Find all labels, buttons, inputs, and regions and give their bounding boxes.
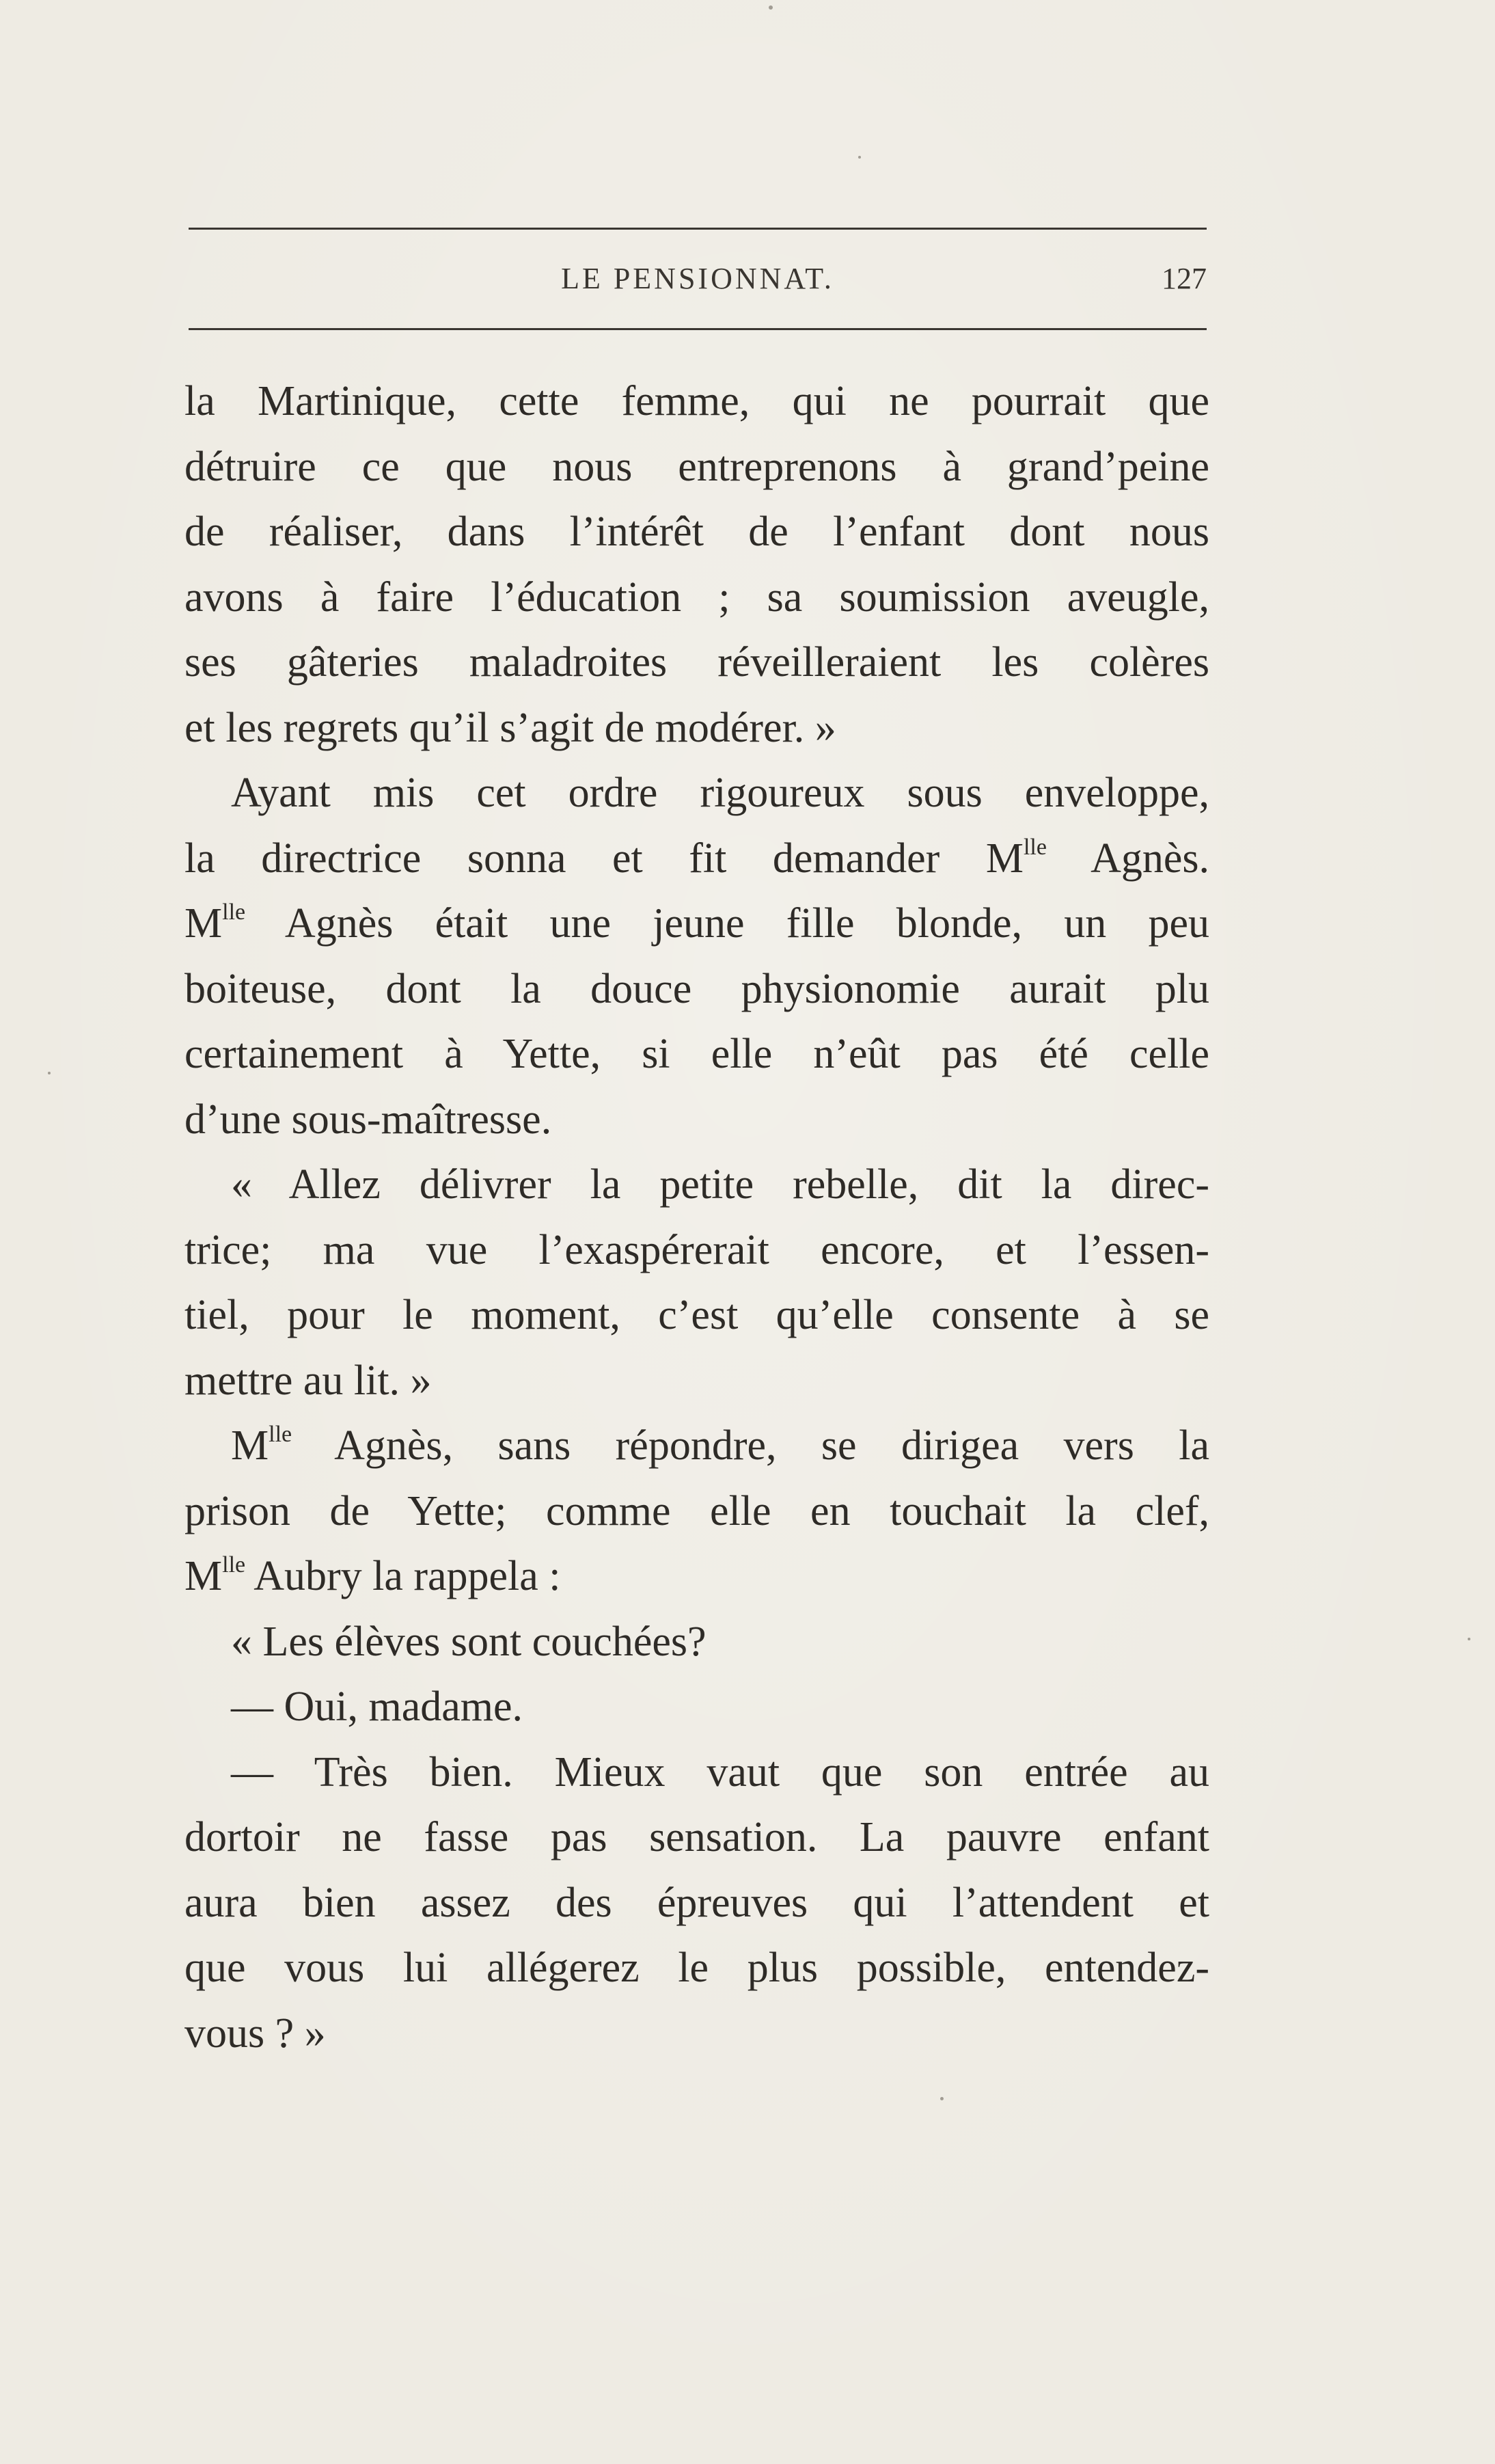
text-line-content: la directrice sonna et fit demander M	[184, 835, 1024, 882]
text-line-continuation: Agnès, sans répondre, se dirigea vers la	[292, 1422, 1209, 1469]
text-line-content: certainement à Yette, si elle n’eût pas été celle	[184, 1031, 1209, 1077]
text-line-content: M	[184, 900, 223, 947]
page-number: 127	[1162, 262, 1207, 295]
text-line-content: tiel, pour le moment, c’est qu’elle consente à se	[184, 1292, 1209, 1338]
text-line-content: boiteuse, dont la douce physionomie aurait plu	[184, 965, 1209, 1012]
text-line	[184, 826, 1209, 892]
text-line-content: aura bien assez des épreuves qui l’attendent et	[184, 1879, 1209, 1926]
text-line	[184, 1871, 1209, 1936]
title-abbreviation-superscript: lle	[222, 899, 246, 925]
text-line	[184, 1087, 1209, 1153]
header-rule-top	[189, 228, 1207, 230]
text-line	[184, 761, 1209, 826]
text-line-content: et les regrets qu’il s’agit de modérer. »	[184, 704, 836, 751]
text-line	[184, 1936, 1209, 2001]
running-head	[189, 261, 1207, 302]
text-line	[184, 1675, 1209, 1740]
text-line	[184, 565, 1209, 631]
text-line-content: dortoir ne fasse pas sensation. La pauvre enfant	[184, 1814, 1209, 1860]
text-line-continuation: Aubry la rappela :	[245, 1553, 561, 1599]
text-line-content: — Oui, madame.	[231, 1683, 523, 1730]
text-line	[184, 1022, 1209, 1087]
text-line-content: M	[231, 1422, 269, 1469]
text-line	[184, 1544, 1209, 1610]
text-line-content: Ayant mis cet ordre rigoureux sous enveloppe,	[231, 770, 1209, 816]
text-line	[184, 1610, 1209, 1675]
text-line-content: M	[184, 1553, 223, 1599]
paper-speck	[48, 1072, 51, 1074]
text-line	[184, 1805, 1209, 1871]
paper-speck	[940, 2097, 944, 2100]
text-line	[184, 957, 1209, 1023]
text-line	[184, 435, 1209, 500]
paper-speck	[1468, 1638, 1470, 1640]
text-line	[184, 1413, 1209, 1479]
title-abbreviation-superscript: lle	[269, 1422, 292, 1447]
text-line-content: de réaliser, dans l’intérêt de l’enfant dont nous	[184, 509, 1209, 555]
text-line-content: ses gâteries maladroites réveilleraient les colères	[184, 639, 1209, 686]
text-line	[184, 1740, 1209, 1806]
text-line-content: mettre au lit. »	[184, 1357, 432, 1404]
text-line	[184, 1283, 1209, 1349]
text-line	[184, 500, 1209, 565]
header-rule-bottom	[189, 328, 1207, 330]
text-line	[184, 1218, 1209, 1284]
text-line-continuation: Agnès était une jeune fille blonde, un peu	[245, 900, 1209, 947]
title-abbreviation-superscript: lle	[222, 1552, 246, 1578]
text-line-content: trice; ma vue l’exaspérerait encore, et l’essen-	[184, 1226, 1209, 1273]
text-line	[184, 2001, 1209, 2067]
paper-speck	[769, 5, 773, 10]
text-line-content: détruire ce que nous entreprenons à grand’peine	[184, 443, 1209, 490]
text-line-content: que vous lui allégerez le plus possible, entendez-	[184, 1945, 1209, 1991]
text-line	[184, 630, 1209, 696]
text-line	[184, 891, 1209, 957]
running-title: LE PENSIONNAT.	[561, 262, 834, 295]
body-text	[184, 369, 1209, 2066]
title-abbreviation-superscript: lle	[1023, 834, 1047, 860]
text-line	[184, 1349, 1209, 1414]
text-line	[184, 1479, 1209, 1545]
text-line-content: avons à faire l’éducation ; sa soumission aveugle,	[184, 573, 1209, 621]
paper-speck	[858, 156, 861, 159]
text-line	[184, 369, 1209, 435]
text-line-content: la Martinique, cette femme, qui ne pourrait que	[184, 378, 1209, 424]
text-line	[184, 696, 1209, 761]
text-line-content: prison de Yette; comme elle en touchait la clef,	[184, 1487, 1209, 1534]
text-line-content: d’une sous-maîtresse.	[184, 1096, 552, 1143]
text-line	[184, 1152, 1209, 1218]
text-line-content: — Très bien. Mieux vaut que son entrée au	[231, 1748, 1209, 1796]
text-line-continuation: Agnès.	[1046, 835, 1209, 882]
text-line-content: vous ? »	[184, 2009, 326, 2057]
text-line-content: « Les élèves sont couchées?	[231, 1618, 707, 1665]
text-line-content: « Allez délivrer la petite rebelle, dit la direc-	[231, 1161, 1209, 1208]
